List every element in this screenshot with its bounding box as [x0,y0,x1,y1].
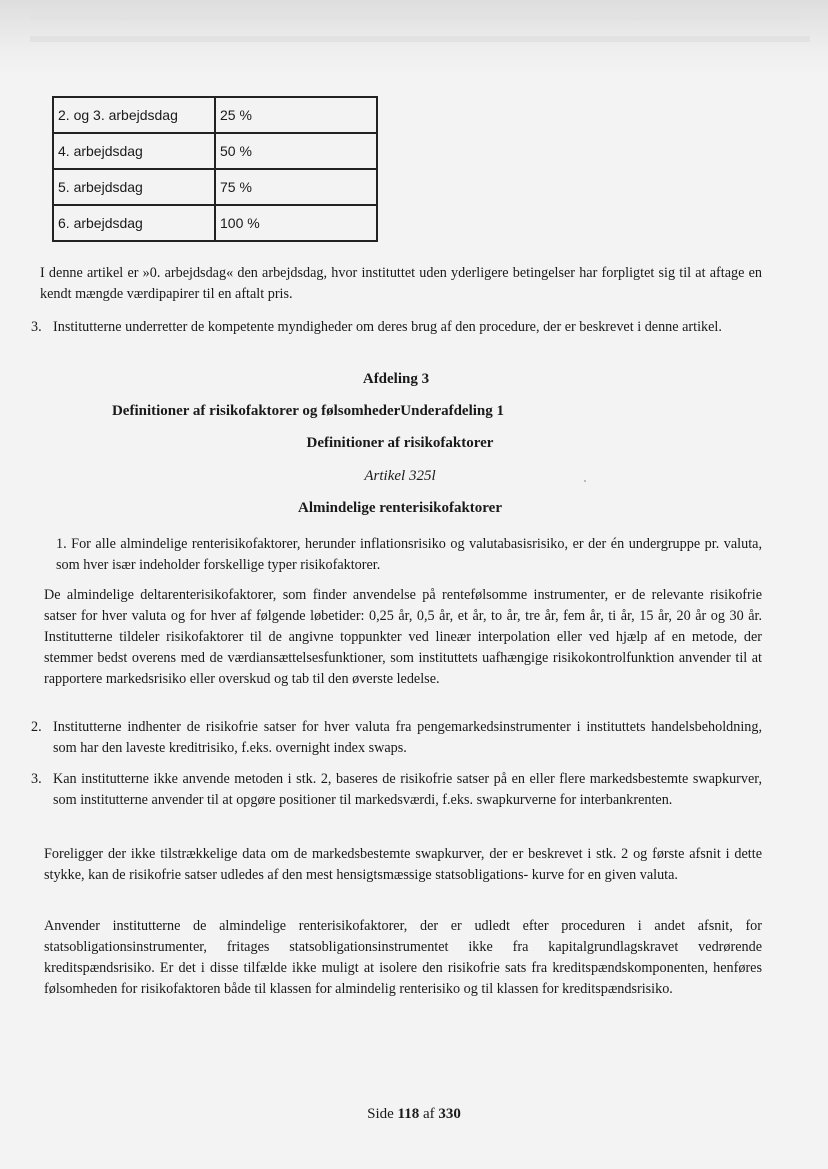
paragraph-1-continued: De almindelige deltarenterisikofaktorer, som finder anvendelse på rentefølsomme instrumenter, er de relevante risikofrie satser for hver valuta og for hver af følgende løbetider: 0,25 år, 0,5 år, et år, to år, tre år, fem år, ti år, 15 år, 20 år og 30 år. Institutterne tildeler risikofaktorer til de angivne toppunkter ved lineær interpolation eller ved hjælp af en metode, der stemmer bedst overens med de værdiansættelsesfunktioner, som instituttets uafhængige risikokontrolfunktion anvender til at rapportere markedsrisiko eller overskud og tab til den øverste ledelse. [44,587,762,687]
section-heading: Afdeling 3 [362,371,430,387]
paragraph-3 [31,769,762,811]
table-cell-day: 4. arbejdsdag [53,133,215,169]
article-number: Artikel 325l [364,468,436,484]
table-cell-day: 2. og 3. arbejdsdag [53,97,215,133]
table-cell-day: 5. arbejdsdag [53,169,215,205]
item-number: 3. [31,771,42,787]
paragraph-2 [31,717,762,759]
table-row [53,205,377,241]
table-cell-percent: 100 % [215,205,377,241]
scan-bleed-line [30,14,800,20]
paragraph-1: 1. For alle almindelige renterisikofaktorer, herunder inflationsrisiko og valutabasisrisiko, er der én undergruppe pr. valuta, som hver især indeholder forskellige typer risikofaktorer. [56,536,762,573]
article-title: Almindelige renterisikofaktorer [298,500,502,516]
paragraph-day-definition: I denne artikel er »0. arbejdsdag« den arbejdsdag, hvor instituttet uden yderligere betingelser har forpligtet sig til at aftage en kendt mængde værdipapirer til en aftalt pris. [40,265,762,302]
settlement-table [52,96,378,242]
table-row [53,133,377,169]
item-3 [31,317,762,338]
item-number: 3. [31,319,42,335]
subsection-title: Definitioner af risikofaktorer [306,435,494,451]
paragraph-3-second: Foreligger der ikke tilstrækkelige data om de markedsbestemte swapkurver, der er beskrevet i stk. 2 og første afsnit i dette stykke, kan de risikofrie satser udledes af den mest hensigtsmæssige statsobligations- kurve for en given valuta. [44,846,762,883]
table-cell-percent: 50 % [215,133,377,169]
table-row [53,97,377,133]
item-text: Kan institutterne ikke anvende metoden i stk. 2, baseres de risikofrie satser på en eller flere markedsbestemte swapkurver, som institutterne anvender til at opgøre positioner til markedsværdi, f.eks. swapkurverne for interbankrenten. [53,771,762,808]
table-cell-day: 6. arbejdsdag [53,205,215,241]
item-number: 2. [31,719,42,735]
scan-bleed-line [30,36,810,42]
current-page-number: 118 [397,1106,420,1122]
item-text: Institutterne underretter de kompetente myndigheder om deres brug af den procedure, der er beskrevet i denne artikel. [53,319,722,335]
table-cell-percent: 75 % [215,169,377,205]
paragraph-3-third: Anvender institutterne de almindelige renterisikofaktorer, der er udledt efter proceduren i andet afsnit, for statsobligationsinstrumenter, fritages statsobligationsinstrumentet ikke fra kapitalgrundlagskravet vedrørende kreditspændsrisiko. Er det i disse tilfælde ikke muligt at isolere den risikofrie sats fra kreditspændskomponenten, henføres følsomheden for risikofaktoren både til klassen for almindelig renterisiko og til klassen for kreditspændsrisiko. [44,918,762,997]
table-row [53,169,377,205]
page-footer [0,1106,828,1123]
total-pages: 330 [438,1106,461,1122]
section-title: Definitioner af risikofaktorer og følsomhederUnderafdeling 1 [111,403,505,419]
table-cell-percent: 25 % [215,97,377,133]
footer-prefix: Side [367,1106,394,1122]
footer-mid: af [422,1106,435,1122]
item-text: Institutterne indhenter de risikofrie satser for hver valuta fra pengemarkedsinstrumenter i instituttets handelsbeholdning, som har den laveste kreditrisiko, f.eks. overnight index swaps. [53,719,762,756]
scan-speck [584,480,586,482]
